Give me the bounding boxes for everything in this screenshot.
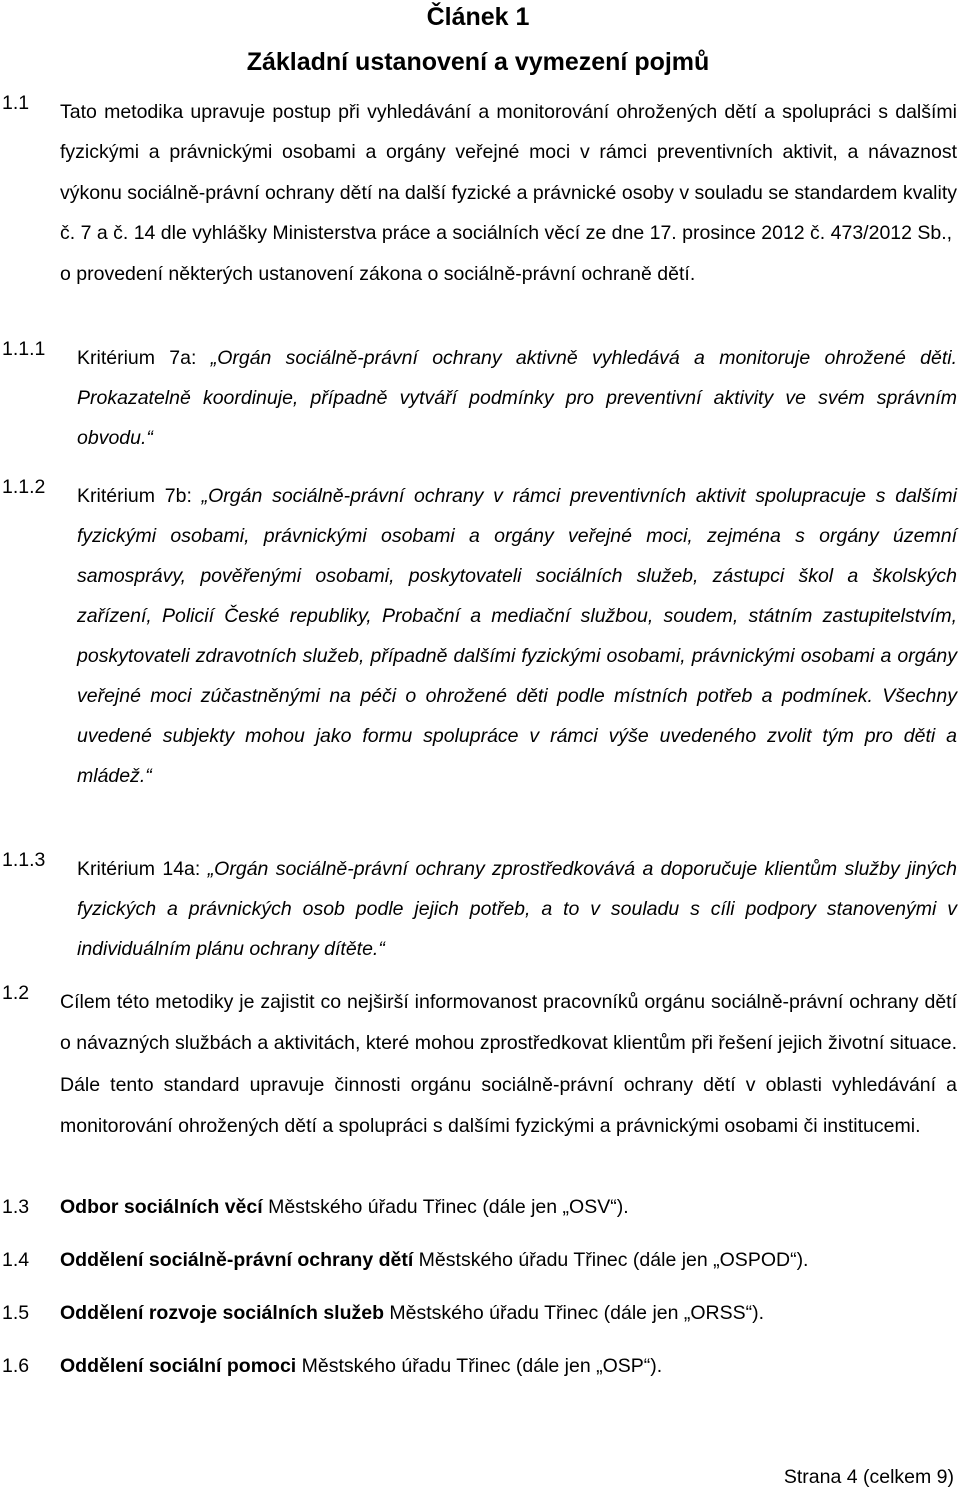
section-paragraph-last-line: o provedení některých ustanovení zákona o sociálně-právní ochraně dětí. bbox=[60, 262, 696, 285]
section-number: 1.4 bbox=[2, 1249, 30, 1271]
section-1-5 bbox=[0, 1302, 960, 1332]
criterion-text bbox=[77, 476, 957, 796]
term-definition: Městského úřadu Třinec (dále jen „OSPOD“). bbox=[413, 1249, 809, 1271]
page-footer: Strana 4 (celkem 9) bbox=[783, 1466, 954, 1488]
section-1-2 bbox=[0, 982, 960, 1182]
section-text bbox=[60, 92, 957, 294]
section-text bbox=[60, 1249, 957, 1272]
term-definition: Městského úřadu Třinec (dále jen „OSV“). bbox=[262, 1196, 629, 1218]
criterion-text bbox=[77, 849, 957, 969]
section-number: 1.2 bbox=[2, 982, 30, 1004]
criterion-7a bbox=[0, 338, 960, 458]
section-1-3 bbox=[0, 1196, 960, 1226]
section-1-6 bbox=[0, 1355, 960, 1385]
section-text bbox=[60, 1302, 957, 1325]
criterion-quote: „Orgán sociálně-právní ochrany aktivně vyhledává a monitoruje ohrožené děti. Prokazatelně koordinuje, případně vytváří podmínky pro preventivní aktivity ve svém správním obvodu.“ bbox=[77, 347, 957, 449]
term-bold: Odbor sociálních věcí bbox=[60, 1196, 263, 1218]
section-text: Cílem této metodiky je zajistit co nejširší informovanost pracovníků orgánu sociálně-právní ochrany dětí o návazných službách a aktivitách, které mohou zprostředkovat klientům při řešení jejich životní situace. Dále tento standard upravuje činnosti orgánu sociálně-právní ochrany dětí v oblasti vyhledávání a monitorování ohrožených dětí a spolupráci s dalšími fyzickými a právnickými osobami či institucemi. bbox=[60, 991, 957, 1138]
criterion-14a bbox=[0, 849, 960, 969]
section-number: 1.1.1 bbox=[2, 338, 46, 360]
criterion-label: Kritérium 14a: bbox=[77, 858, 208, 880]
section-number: 1.1.3 bbox=[2, 849, 46, 871]
article-title: Základní ustanovení a vymezení pojmů bbox=[246, 48, 710, 76]
criterion-7b bbox=[0, 476, 960, 836]
criterion-label: Kritérium 7b: bbox=[77, 485, 202, 507]
criterion-quote: „Orgán sociálně-právní ochrany zprostředkovává a doporučuje klientům služby jiných fyzických a právnických osob podle jejich potřeb, a to v souladu s cíli podpory stanovenými v individuálním plánu ochrany dítěte.“ bbox=[77, 858, 957, 960]
criterion-label: Kritérium 7a: bbox=[77, 347, 211, 369]
section-number: 1.5 bbox=[2, 1302, 30, 1324]
term-bold: Oddělení sociálně-právní ochrany dětí bbox=[60, 1249, 414, 1271]
section-1-4 bbox=[0, 1249, 960, 1279]
section-text bbox=[60, 1196, 957, 1219]
article-number: Článek 1 bbox=[426, 3, 530, 31]
section-number: 1.3 bbox=[2, 1196, 30, 1218]
criterion-quote: „Orgán sociálně-právní ochrany v rámci preventivních aktivit spolupracuje s dalšími fyzickými osobami, právnickými osobami a orgány veřejné moci, zejména s orgány územní samosprávy, pověřenými osobami, poskytovateli sociálních služeb, zástupci škol a školských zařízení, Policií České republiky, Probační a mediační službou, soudem, státním zastupitelstvím, poskytovateli zdravotních služeb, případně dalšími fyzickými osobami, právnickými osobami a orgány veřejné moci zúčastněnými na péči o ohrožené děti podle místních potřeb a podmínek. Všechny uvedené subjekty mohou jako formu spolupráce v rámci výše uvedeného zvolit tým pro děti a mládež.“ bbox=[77, 485, 958, 787]
term-definition: Městského úřadu Třinec (dále jen „OSP“). bbox=[296, 1355, 663, 1377]
section-number: 1.1.2 bbox=[2, 476, 46, 498]
section-paragraph: Tato metodika upravuje postup při vyhledávání a monitorování ohrožených dětí a spolupráci s dalšími fyzickými a právnickými osobami a orgány veřejné moci v rámci preventivních aktivit, a návaznost výkonu sociálně-právní ochrany dětí na další fyzické a právnické osoby v souladu se standardem kvality č. 7 a č. 14 dle vyhlášky Ministerstva práce a sociálních věcí ze dne 17. prosince 2012 č. 473/2012 Sb., bbox=[60, 101, 957, 245]
section-text bbox=[60, 1355, 957, 1378]
section-number: 1.1 bbox=[2, 92, 30, 114]
term-bold: Oddělení rozvoje sociálních služeb bbox=[60, 1302, 384, 1324]
term-definition: Městského úřadu Třinec (dále jen „ORSS“). bbox=[384, 1302, 765, 1324]
criterion-text bbox=[77, 338, 957, 458]
term-bold: Oddělení sociální pomoci bbox=[60, 1355, 297, 1377]
section-number: 1.6 bbox=[2, 1355, 30, 1377]
section-1-1 bbox=[0, 92, 960, 337]
